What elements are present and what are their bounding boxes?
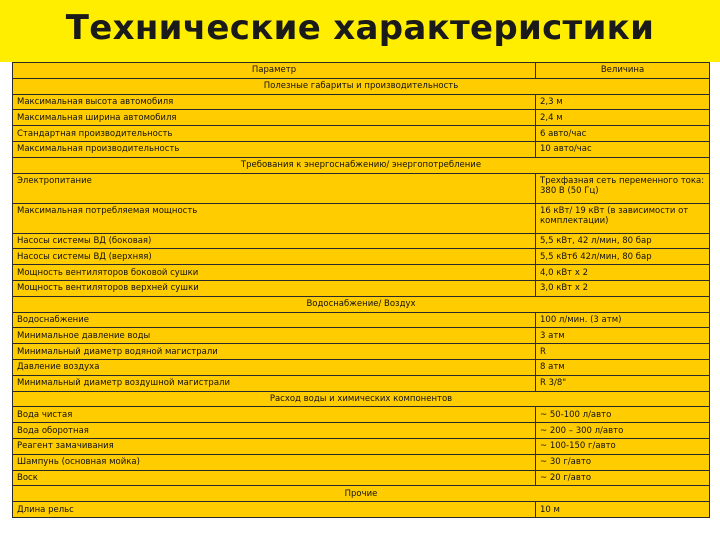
page-title: Технические характеристики xyxy=(65,8,655,48)
param-cell: Насосы системы ВД (верхняя) xyxy=(13,249,536,265)
value-cell: 100 л/мин. (3 атм) xyxy=(536,312,710,328)
value-cell: R xyxy=(536,344,710,360)
value-cell: ~ 20 г/авто xyxy=(536,470,710,486)
value-cell: R 3/8" xyxy=(536,375,710,391)
specs-table xyxy=(12,62,710,518)
header-value: Величина xyxy=(536,63,710,79)
value-cell: 5,5 кВт6 42л/мин, 80 бар xyxy=(536,249,710,265)
table-row xyxy=(13,375,710,391)
table-row xyxy=(13,502,710,518)
param-cell: Электропитание xyxy=(13,173,536,203)
section-row xyxy=(13,391,710,407)
param-cell: Водоснабжение xyxy=(13,312,536,328)
section-row xyxy=(13,486,710,502)
param-cell: Вода чистая xyxy=(13,407,536,423)
table-body xyxy=(13,78,710,517)
section-row xyxy=(13,296,710,312)
param-cell: Мощность вентиляторов верхней сушки xyxy=(13,280,536,296)
table-row xyxy=(13,110,710,126)
section-title: Расход воды и химических компонентов xyxy=(13,391,710,407)
value-cell: 3 атм xyxy=(536,328,710,344)
value-cell: 5,5 кВт, 42 л/мин, 80 бар xyxy=(536,233,710,249)
param-cell: Реагент замачивания xyxy=(13,438,536,454)
value-cell: Трехфазная сеть переменного тока: 380 В (50 Гц) xyxy=(536,173,710,203)
section-title: Полезные габариты и производительность xyxy=(13,78,710,94)
table-row xyxy=(13,233,710,249)
table-row xyxy=(13,454,710,470)
value-cell: ~ 200 – 300 л/авто xyxy=(536,423,710,439)
param-cell: Насосы системы ВД (боковая) xyxy=(13,233,536,249)
table-row xyxy=(13,94,710,110)
table-row xyxy=(13,203,710,233)
table-row xyxy=(13,249,710,265)
param-cell: Максимальная ширина автомобиля xyxy=(13,110,536,126)
param-cell: Максимальная потребляемая мощность xyxy=(13,203,536,233)
specs-table-wrap xyxy=(12,62,709,518)
table-row xyxy=(13,438,710,454)
table-row xyxy=(13,312,710,328)
table-row xyxy=(13,141,710,157)
section-title: Требования к энергоснабжению/ энергопотребление xyxy=(13,157,710,173)
param-cell: Шампунь (основная мойка) xyxy=(13,454,536,470)
param-cell: Давление воздуха xyxy=(13,359,536,375)
param-cell: Вода оборотная xyxy=(13,423,536,439)
value-cell: 3,0 кВт x 2 xyxy=(536,280,710,296)
param-cell: Воск xyxy=(13,470,536,486)
table-row xyxy=(13,126,710,142)
table-row xyxy=(13,359,710,375)
value-cell: 2,4 м xyxy=(536,110,710,126)
table-row xyxy=(13,265,710,281)
table-header-row xyxy=(13,63,710,79)
value-cell: 10 м xyxy=(536,502,710,518)
param-cell: Минимальное давление воды xyxy=(13,328,536,344)
section-title: Прочие xyxy=(13,486,710,502)
value-cell: 4,0 кВт x 2 xyxy=(536,265,710,281)
param-cell: Минимальный диаметр водяной магистрали xyxy=(13,344,536,360)
param-cell: Мощность вентиляторов боковой сушки xyxy=(13,265,536,281)
value-cell: 6 авто/час xyxy=(536,126,710,142)
table-row xyxy=(13,280,710,296)
table-row xyxy=(13,470,710,486)
value-cell: ~ 50-100 л/авто xyxy=(536,407,710,423)
value-cell: ~ 100-150 г/авто xyxy=(536,438,710,454)
param-cell: Стандартная производительность xyxy=(13,126,536,142)
param-cell: Минимальный диаметр воздушной магистрали xyxy=(13,375,536,391)
section-row xyxy=(13,157,710,173)
section-row xyxy=(13,78,710,94)
table-row xyxy=(13,328,710,344)
header-param: Параметр xyxy=(13,63,536,79)
value-cell: 8 атм xyxy=(536,359,710,375)
table-row xyxy=(13,344,710,360)
param-cell: Максимальная высота автомобиля xyxy=(13,94,536,110)
table-row xyxy=(13,407,710,423)
param-cell: Максимальная производительность xyxy=(13,141,536,157)
value-cell: 16 кВт/ 19 кВт (в зависимости от комплектации) xyxy=(536,203,710,233)
section-title: Водоснабжение/ Воздух xyxy=(13,296,710,312)
value-cell: 10 авто/час xyxy=(536,141,710,157)
table-row xyxy=(13,423,710,439)
param-cell: Длина рельс xyxy=(13,502,536,518)
table-row xyxy=(13,173,710,203)
value-cell: 2,3 м xyxy=(536,94,710,110)
value-cell: ~ 30 г/авто xyxy=(536,454,710,470)
